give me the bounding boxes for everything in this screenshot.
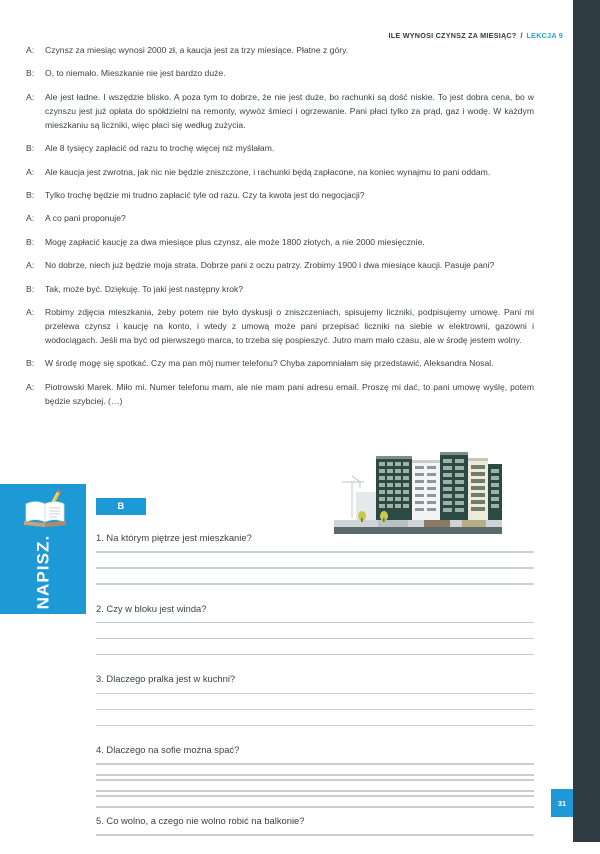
open-book-with-pencil-icon	[22, 490, 70, 530]
dialogue-turn	[26, 357, 534, 371]
dialogue-turn	[26, 67, 534, 81]
question-item	[96, 673, 534, 726]
answer-lines[interactable]	[96, 834, 534, 836]
dialogue-speaker: B:	[26, 143, 35, 154]
dialogue-speaker: A:	[26, 91, 35, 102]
dialogue-speaker: A:	[26, 381, 35, 392]
answer-line[interactable]	[96, 567, 534, 569]
dialogue-speaker: A:	[26, 166, 35, 177]
dialogue-turn	[26, 44, 534, 58]
dialogue-text: Tak, może być. Dziękuję. To jaki jest następny krok?	[45, 283, 244, 294]
dialogue-speaker: A:	[26, 213, 35, 224]
answer-line[interactable]	[96, 622, 534, 624]
dialogue-text: Ale jest ładne. I wszędzie blisko. A poza tym to dobrze, że nie jest duże, bo rachunki są dość niskie. To jest dobra cena, bo w czynszu jest już opłata do spółdzielni na remonty, wywóz śmieci i ogrzewanie. Pani płaci tylko za prąd, gaz i wodę. W każdym mieszkaniu są liczniki, więc płaci się według zużycia.	[45, 91, 534, 130]
question-item	[96, 532, 534, 585]
dialogue-speaker: B:	[26, 283, 35, 294]
answer-lines[interactable]	[96, 622, 534, 656]
answer-line[interactable]	[96, 693, 534, 695]
dialogue-turn	[26, 236, 534, 250]
dialogue-turn	[26, 283, 534, 297]
answer-line[interactable]	[96, 709, 534, 711]
dialogue-speaker: B:	[26, 236, 35, 247]
dialogue-speaker: B:	[26, 68, 35, 79]
answer-line[interactable]	[96, 834, 534, 836]
dialogue-speaker: B:	[26, 358, 35, 369]
answer-line[interactable]	[96, 774, 534, 776]
exercise-badge	[96, 498, 146, 515]
dialogue-turn	[26, 306, 534, 348]
dialogue-speaker: A:	[26, 45, 35, 55]
instruction-panel-label: NAPISZ.	[32, 534, 52, 610]
answer-line[interactable]	[96, 806, 534, 808]
answer-line[interactable]	[96, 725, 534, 727]
dialogue-turn	[26, 166, 534, 180]
answer-lines[interactable]	[96, 551, 534, 585]
dialogue-speaker: B:	[26, 189, 35, 200]
question-text: 4. Dlaczego na sofie można spać?	[96, 744, 240, 756]
answer-line[interactable]	[96, 638, 534, 640]
dialogue-text: No dobrze, niech już będzie moja strata. Dobrze pani z oczu patrzy. Zrobimy 1900 i dwa miesiące kaucji. Pasuje pani?	[45, 260, 495, 271]
answer-line[interactable]	[96, 763, 534, 765]
running-header-title: ILE WYNOSI CZYNSZ ZA MIESIĄC?	[388, 31, 517, 40]
exercise-badge-label: B	[117, 501, 125, 512]
question-text: 5. Co wolno, a czego nie wolno robić na balkonie?	[96, 814, 305, 826]
instruction-panel-napisz	[0, 484, 86, 614]
dialogue-text: O, to niemało. Mieszkanie nie jest bardzo duże.	[45, 68, 226, 79]
question-text: 3. Dlaczego pralka jest w kuchni?	[96, 673, 236, 685]
dialogue-text: Tylko trochę będzie mi trudno zapłacić tyle od razu. Czy ta kwota jest do negocjacji?	[45, 189, 365, 200]
answer-line[interactable]	[96, 790, 534, 792]
running-header-separator: /	[520, 31, 523, 40]
dialogue-speaker: A:	[26, 260, 35, 271]
answer-line[interactable]	[96, 551, 534, 553]
dialogue-text: Mogę zapłacić kaucję za dwa miesiące plus czynsz, ale może 1800 złotych, a nie 2000 miesięcznie.	[45, 236, 425, 247]
dialogue-turn	[26, 142, 534, 156]
answer-lines[interactable]	[96, 693, 534, 727]
page-number-badge	[551, 789, 573, 817]
dialogue-transcript	[26, 44, 534, 418]
question-item	[96, 603, 534, 656]
dialogue-text: Czynsz za miesiąc wynosi 2000 zł, a kaucja jest za trzy miesiące. Płatne z góry.	[45, 45, 349, 55]
answer-lines-tail	[96, 774, 534, 822]
dialogue-turn	[26, 212, 534, 226]
dialogue-text: Ale kaucja jest zwrotna, jak nic nie będzie zniszczone, i rachunki będą zapłacone, na koniec wynajmu to pani oddam.	[45, 166, 491, 177]
dialogue-turn	[26, 91, 534, 133]
running-header	[375, 26, 573, 45]
dialogue-text: A co pani proponuje?	[45, 213, 126, 224]
answer-line[interactable]	[96, 654, 534, 656]
page-number-label: 31	[557, 798, 567, 808]
dialogue-speaker: A:	[26, 307, 35, 318]
dialogue-text: Piotrowski Marek. Miło mi. Numer telefonu mam, ale nie mam pani adresu email. Proszę mi dać, to pani umowę wyślę, potem będzie szybciej. (…)	[45, 381, 534, 406]
dialogue-turn	[26, 381, 534, 409]
dialogue-text: Ale 8 tysięcy zapłacić od razu to trochę więcej niż myślałam.	[45, 143, 275, 154]
dialogue-text: Robimy zdjęcia mieszkania, żeby potem nie było dyskusji o zniszczeniach, spisujemy liczniki, podpisujemy umowę. Pani mi przelewa czynsz i kaucję na konto, i wtedy z umową może pani przepisać liczniki na siebie w elektrowni, gazowni i wodociągach. Jeśli ma być od pierwszego marca, to trzeba się pospieszyć. Jutro mam mało czasu, ale w środę jestem wolny.	[45, 307, 534, 345]
question-text: 2. Czy w bloku jest winda?	[96, 602, 207, 614]
instruction-panel-label-wrap	[0, 532, 86, 612]
question-text: 1. Na którym piętrze jest mieszkanie?	[96, 532, 252, 543]
answer-line[interactable]	[96, 583, 534, 585]
running-header-lesson: LEKCJA 9	[526, 31, 563, 40]
dialogue-turn	[26, 259, 534, 273]
page-edge-bar	[573, 0, 600, 842]
dialogue-turn	[26, 189, 534, 203]
dialogue-text: W środę mogę się spotkać. Czy ma pan mój numer telefonu? Chyba zapomniałam się przedstawić, Aleksandra Nosal.	[45, 358, 494, 369]
